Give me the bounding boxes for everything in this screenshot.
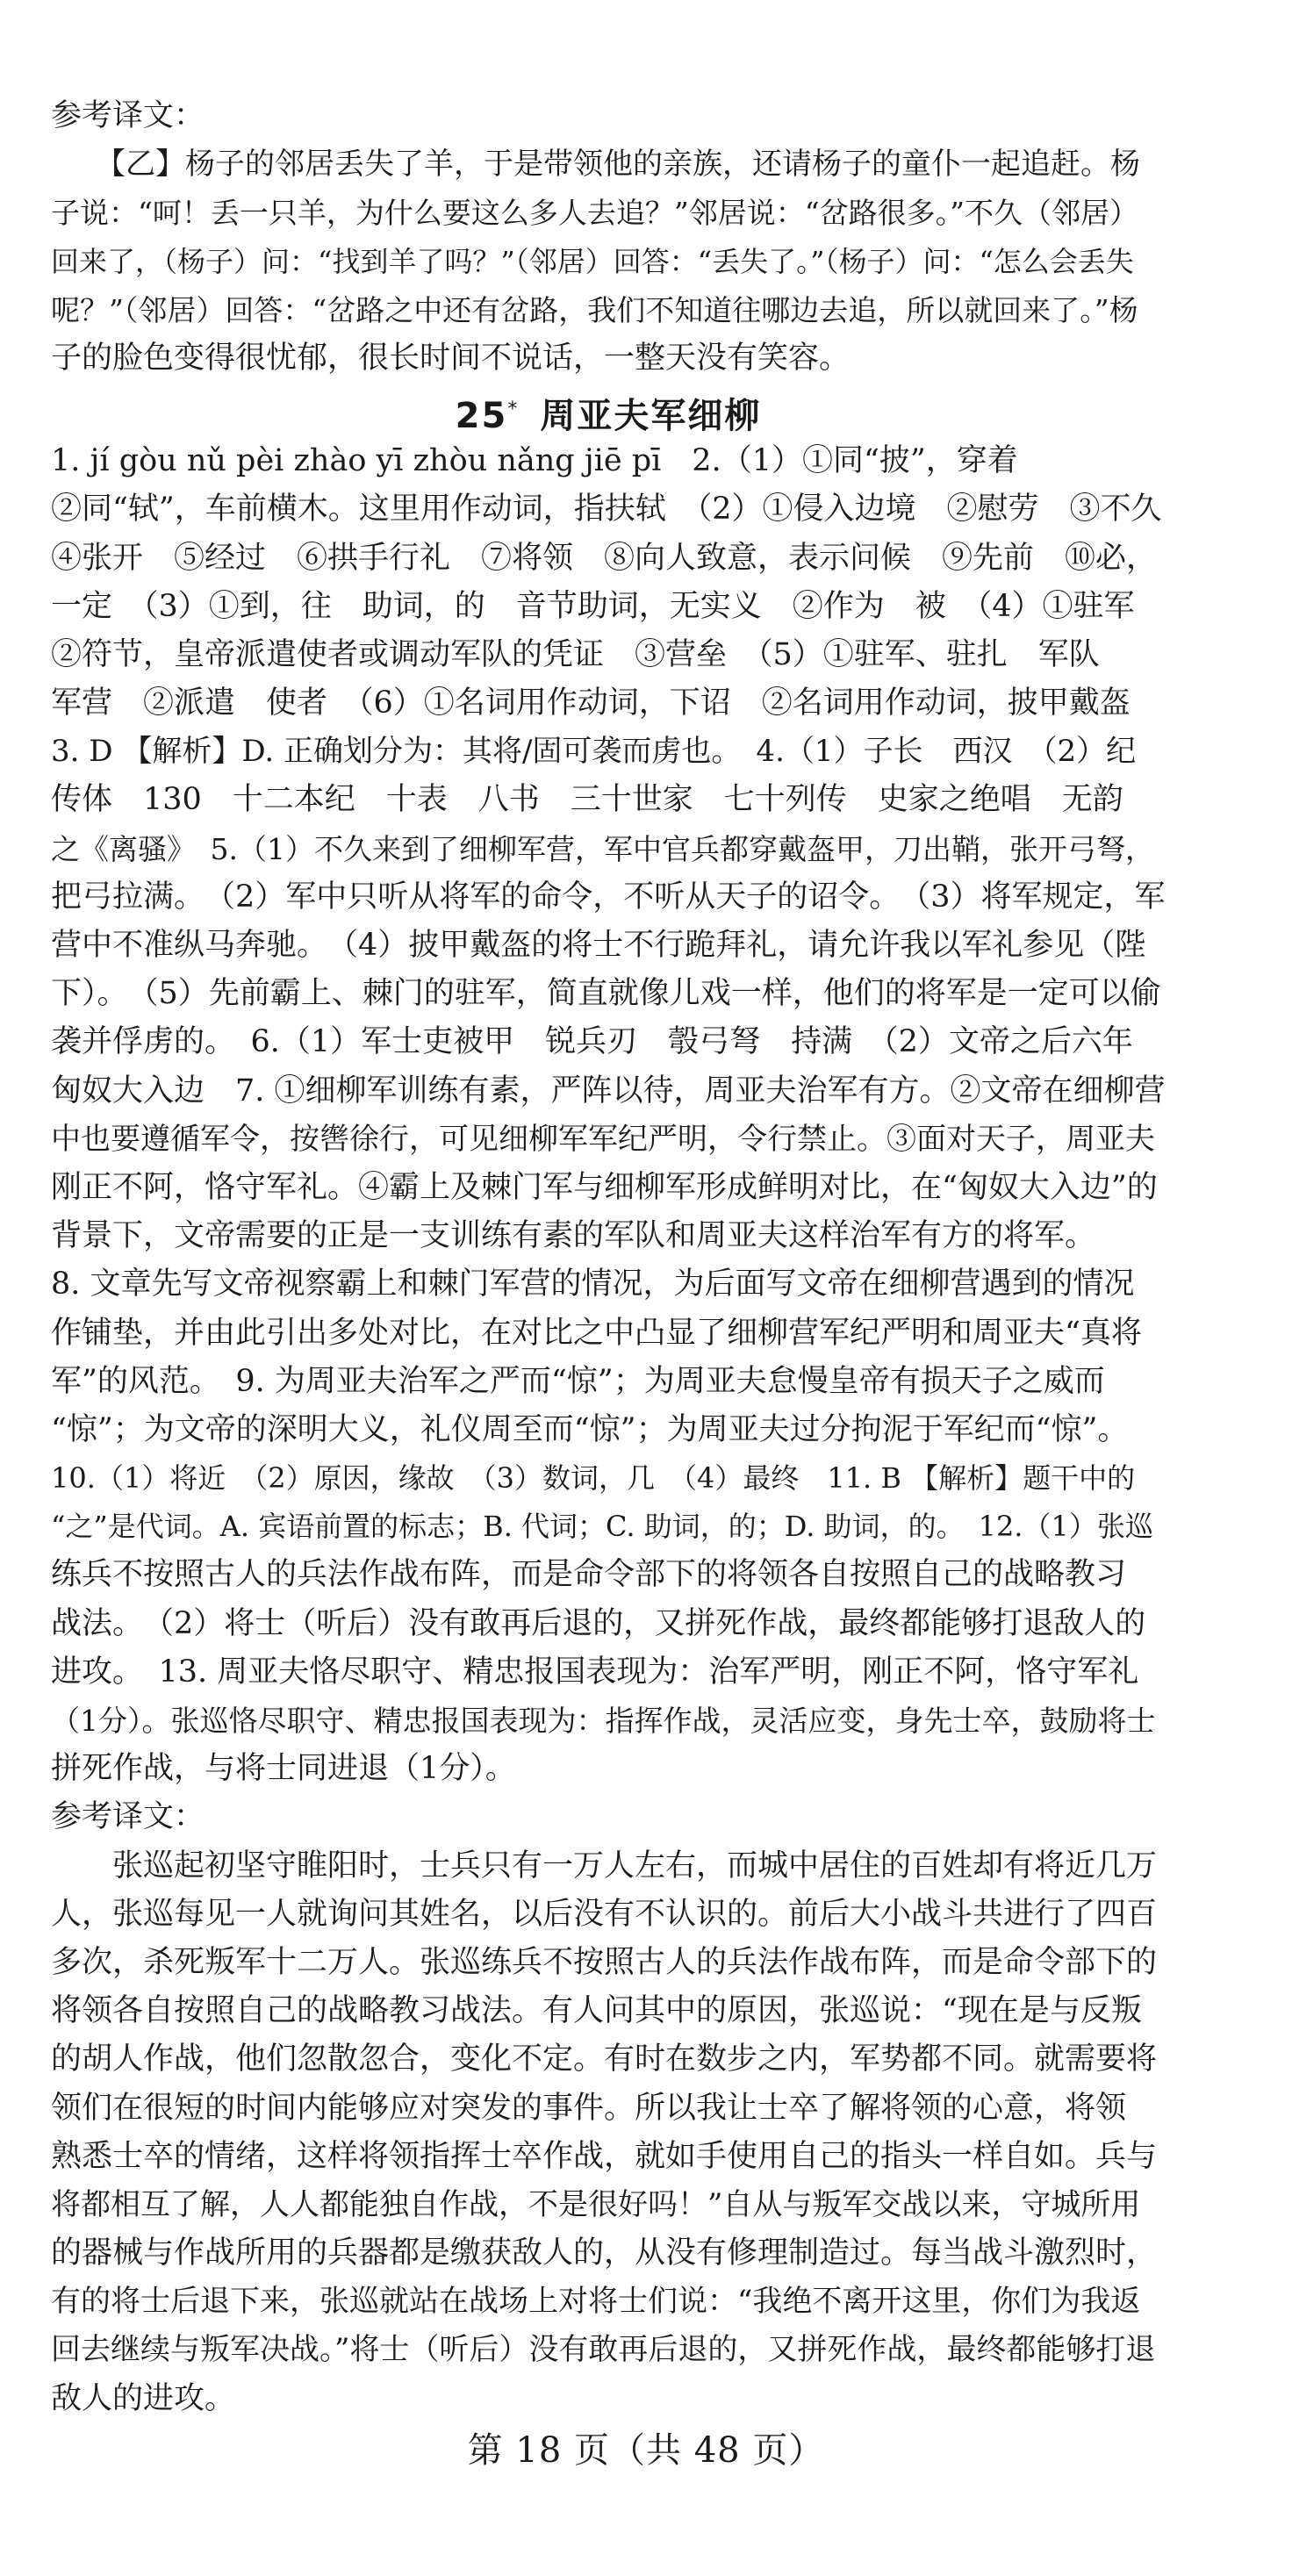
text-line: 背景下，文帝需要的正是一支训练有素的军队和周亚夫这样治军有方的将军。 bbox=[51, 1218, 1096, 1254]
text-line: 有的将士后退下来，张巡就站在战场上对将士们说：“我绝不离开这里，你们为我返 bbox=[51, 2284, 1141, 2320]
text-line: 回去继续与叛军决战。”将士（听后）没有敢再后退的，又拼死作战，最终都能够打退 bbox=[51, 2332, 1156, 2368]
answers-block bbox=[51, 437, 1166, 2423]
text-line: 回来了，（杨子）问：“找到羊了吗？”（邻居）回答：“丢失了。”（杨子）问：“怎么会丢失 bbox=[51, 244, 1134, 278]
text-line: 进攻。 13. 周亚夫恪尽职守、精忠报国表现为：治军严明，刚正不阿，恪守军礼 bbox=[51, 1654, 1139, 1690]
text-line: 一定 （3）①到，往 助词，的 音节助词，无实义 ②作为 被 （4）①驻军 bbox=[51, 588, 1135, 624]
text-line: 3. D 【解析】D. 正确划分为：其将/固可袭而虏也。 4.（1）子长 西汉 （2）纪 bbox=[51, 734, 1137, 770]
text-line: 军”的风范。 9. 为周亚夫治军之严而“惊”；为周亚夫怠慢皇帝有损天子之威而 bbox=[51, 1363, 1105, 1399]
text-line: 参考译文： bbox=[51, 1799, 205, 1835]
text-line: 匈奴大入边 7. ①细柳军训练有素，严阵以待，周亚夫治军有方。②文帝在细柳营 bbox=[51, 1073, 1166, 1109]
text-line: 传体 130 十二本纪 十表 八书 三十世家 七十列传 史家之绝唱 无韵 bbox=[51, 782, 1123, 818]
prior-translation-block bbox=[51, 92, 1166, 383]
text-line: 10.（1）将近 （2）原因，缘故 （3）数词，几 （4）最终 11. B 【解析】题干中的 bbox=[51, 1461, 1136, 1496]
text-line: 领们在很短的时间内能够应对突发的事件。所以我让士卒了解将领的心意，将领 bbox=[51, 2090, 1127, 2126]
text-line: 敌人的进攻。 bbox=[51, 2380, 236, 2416]
text-line: 下）。 （5）先前霸上、棘门的驻军，简直就像儿戏一样，他们的将军是一定可以偷 bbox=[51, 976, 1161, 1012]
optional-mark: * bbox=[507, 398, 520, 421]
text-line: 将领各自按照自己的战略教习战法。有人问其中的原因，张巡说：“现在是与反叛 bbox=[51, 1993, 1142, 2029]
text-line: 子的脸色变得很忧郁，很长时间不说话，一整天没有笑容。 bbox=[51, 340, 851, 376]
text-line: 1. jí gòu nǔ pèi zhào yī zhòu nǎng jiē pī 2.（1）①同“披”，穿着 bbox=[51, 443, 1018, 479]
text-line: 营中不准纵马奔驰。 （4）披甲戴盔的将士不行跪拜礼，请允许我以军礼参见（陛 bbox=[51, 928, 1146, 963]
section-title bbox=[51, 383, 1166, 437]
text-line: （1分）。张巡恪尽职守、精忠报国表现为：指挥作战，灵活应变，身先士卒，鼓励将士 bbox=[51, 1704, 1156, 1738]
text-line: 张巡起初坚守睢阳时，士兵只有一万人左右，而城中居住的百姓却有将近几万 bbox=[51, 1848, 1158, 1884]
text-line: 多次，杀死叛军十二万人。张巡练兵不按照古人的兵法作战布阵，而是命令部下的 bbox=[51, 1944, 1158, 1980]
text-line: ②同“轼”，车前横木。这里用作动词，指扶轼 （2）①侵入边境 ②慰劳 ③不久 bbox=[51, 492, 1162, 527]
text-line: 熟悉士卒的情绪，这样将领指挥士卒作战，就如手使用自己的指头一样自如。兵与 bbox=[51, 2138, 1158, 2174]
text-line: 人，张巡每见一人就询问其姓名，以后没有不认识的。前后大小战斗共进行了四百 bbox=[51, 1896, 1158, 1932]
section-number: 25 bbox=[455, 396, 508, 437]
page-footer: 第 18 页（共 48 页） bbox=[467, 2430, 825, 2471]
text-line: 袭并俘虏的。 6.（1）军士吏被甲 锐兵刃 彀弓弩 持满 （2）文帝之后六年 bbox=[51, 1024, 1133, 1060]
text-line: 的胡人作战，他们忽散忽合，变化不定。有时在数步之内，军势都不同。就需要将 bbox=[51, 2041, 1158, 2077]
text-line: 呢？”（邻居）回答：“岔路之中还有岔路，我们不知道往哪边去追，所以就回来了。”杨 bbox=[51, 292, 1138, 327]
answer-page bbox=[51, 92, 1166, 2423]
text-line: 拼死作战，与将士同进退（1分）。 bbox=[51, 1751, 516, 1787]
text-line: 把弓拉满。 （2）军中只听从将军的命令，不听从天子的诏令。 （3）将军规定，军 bbox=[51, 879, 1166, 915]
text-line: 中也要遵循军令，按辔徐行，可见细柳军军纪严明，令行禁止。③面对天子，周亚夫 bbox=[51, 1121, 1155, 1157]
text-line: 之《离骚》 5.（1）不久来到了细柳军营，军中官兵都穿戴盔甲，刀出鞘，张开弓弩， bbox=[51, 831, 1154, 866]
text-line: 作铺垫，并由此引出多处对比，在对比之中凸显了细柳营军纪严明和周亚夫“真将 bbox=[51, 1315, 1142, 1351]
text-line: 军营 ②派遣 使者 （6）①名词用作动词，下诏 ②名词用作动词，披甲戴盔 bbox=[51, 685, 1130, 721]
text-line: 8. 文章先写文帝视察霸上和棘门军营的情况，为后面写文帝在细柳营遇到的情况 bbox=[51, 1266, 1135, 1302]
text-line: “之”是代词。A. 宾语前置的标志；B. 代词；C. 助词，的；D. 助词，的。 12.（1）张巡 bbox=[51, 1510, 1153, 1544]
text-line: 刚正不阿，恪守军礼。④霸上及棘门军与细柳军形成鲜明对比，在“匈奴大入边”的 bbox=[51, 1169, 1158, 1205]
text-line: 的器械与作战所用的兵器都是缴获敌人的，从没有修理制造过。每当战斗激烈时， bbox=[51, 2235, 1158, 2271]
text-line: ②符节，皇帝派遣使者或调动军队的凭证 ③营垒 （5）①驻军、驻扎 军队 bbox=[51, 636, 1100, 672]
section-title-text: 周亚夫军细柳 bbox=[540, 396, 762, 437]
text-line: “惊”；为文帝的深明大义，礼仪周至而“惊”；为周亚夫过分拘泥于军纪而“惊”。 bbox=[51, 1411, 1129, 1447]
text-line: 将都相互了解，人人都能独自作战，不是很好吗！”自从与叛军交战以来，守城所用 bbox=[51, 2186, 1141, 2222]
text-line: 参考译文： bbox=[51, 98, 205, 133]
text-line: ④张开 ⑤经过 ⑥拱手行礼 ⑦将领 ⑧向人致意，表示问候 ⑨先前 ⑩必， bbox=[51, 540, 1158, 576]
text-line: 战法。 （2）将士（听后）没有敢再后退的，又拼死作战，最终都能够打退敌人的 bbox=[51, 1605, 1146, 1641]
text-line: 【乙】杨子的邻居丢失了羊，于是带领他的亲族，还请杨子的童仆一起追赶。杨 bbox=[51, 147, 1140, 183]
text-line: 练兵不按照古人的兵法作战布阵，而是命令部下的将领各自按照自己的战略教习 bbox=[51, 1557, 1127, 1593]
text-line: 子说：“呵！丢一只羊，为什么要这么多人去追？”邻居说：“岔路很多。”不久（邻居） bbox=[51, 196, 1138, 231]
